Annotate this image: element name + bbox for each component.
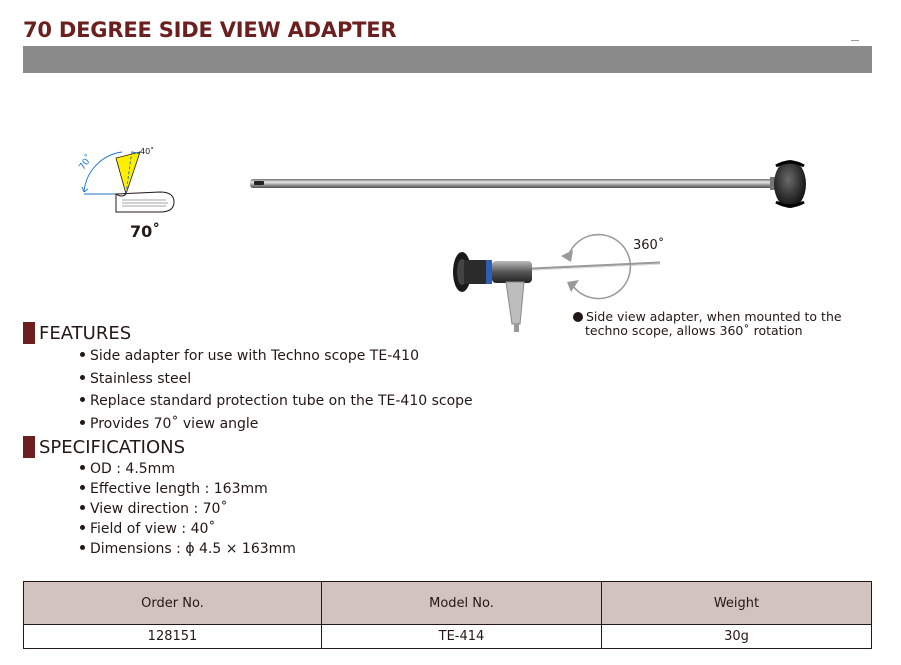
header-model-no: Model No. <box>322 582 602 625</box>
table-header-row <box>24 582 872 625</box>
features-heading-text: FEATURES <box>39 322 132 344</box>
cell-weight: 30g <box>602 625 872 649</box>
list-item: Effective length : 163mm <box>80 479 296 499</box>
angle-caption: 70˚ <box>130 222 161 241</box>
features-list <box>80 346 473 436</box>
photo-note <box>573 310 842 338</box>
cell-model-no: TE-414 <box>322 625 602 649</box>
header-order-no: Order No. <box>24 582 322 625</box>
page-title: 70 DEGREE SIDE VIEW ADAPTER <box>23 18 397 42</box>
label-40: 40˚ <box>140 147 155 156</box>
order-table <box>23 581 872 649</box>
list-item: OD : 4.5mm <box>80 459 296 479</box>
note-line-1: Side view adapter, when mounted to the <box>586 309 842 324</box>
cell-order-no: 128151 <box>24 625 322 649</box>
section-marker <box>23 436 35 458</box>
adapter-rod-photo <box>220 150 835 230</box>
specifications-list <box>80 459 296 559</box>
features-heading <box>23 322 131 344</box>
rotation-arrow-icon <box>555 228 635 304</box>
list-item: Side adapter for use with Techno scope TE-410 <box>80 346 473 369</box>
table-row <box>24 625 872 649</box>
label-70: 70˚ <box>77 153 95 173</box>
list-item: Field of view : 40˚ <box>80 519 296 539</box>
list-item: Replace standard protection tube on the TE-410 scope <box>80 391 473 414</box>
title-bar <box>23 46 872 73</box>
list-item: View direction : 70˚ <box>80 499 296 519</box>
list-item: Dimensions : ϕ 4.5 × 163mm <box>80 539 296 559</box>
specifications-heading <box>23 436 185 458</box>
list-item: Stainless steel <box>80 369 473 392</box>
corner-mark <box>851 40 859 41</box>
section-marker <box>23 322 35 344</box>
view-angle-diagram <box>70 142 180 224</box>
rotation-label: 360˚ <box>633 238 665 253</box>
header-weight: Weight <box>602 582 872 625</box>
specifications-heading-text: SPECIFICATIONS <box>39 436 186 458</box>
note-bullet <box>573 312 583 322</box>
list-item: Provides 70˚ view angle <box>80 414 473 437</box>
note-line-2: techno scope, allows 360˚ rotation <box>585 323 803 338</box>
